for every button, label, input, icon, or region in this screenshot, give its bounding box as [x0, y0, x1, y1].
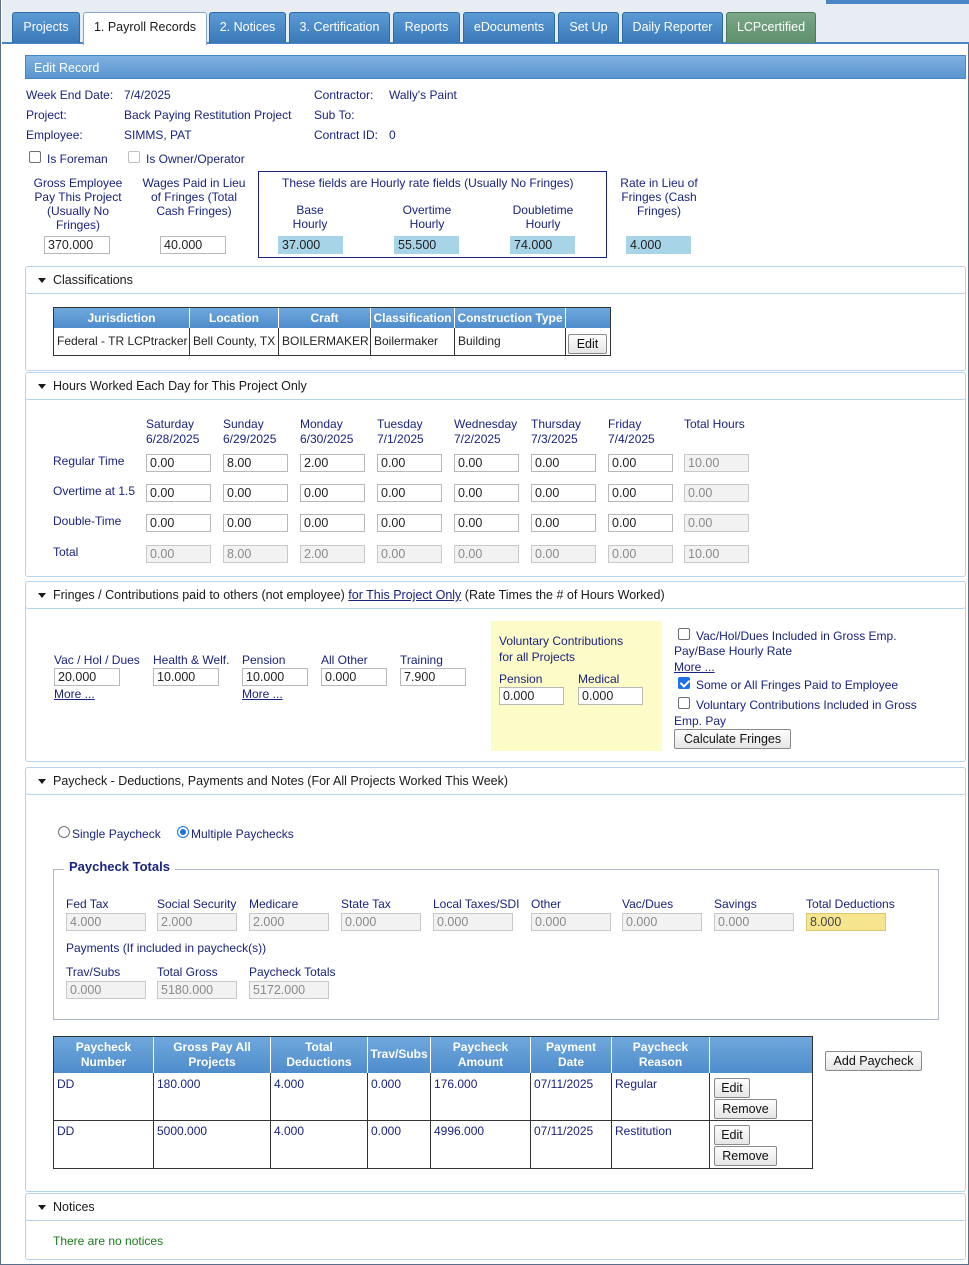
caret-down-icon	[38, 779, 46, 784]
subto-label: Sub To:	[314, 108, 355, 122]
row-total-field: 10.00	[684, 454, 749, 472]
hours-input[interactable]: 0.00	[454, 484, 519, 502]
fringes-title-link: for This Project Only	[348, 588, 462, 602]
hours-input[interactable]: 0.00	[146, 484, 211, 502]
voluntary-title-line: for all Projects	[499, 650, 576, 664]
day-name: Sunday	[223, 417, 264, 431]
payment-label: Trav/Subs	[66, 965, 121, 979]
caret-down-icon	[38, 384, 46, 389]
tab-notices[interactable]: 2. Notices	[209, 12, 286, 43]
wages-lieu-label-line: Wages Paid in Lieu	[142, 176, 246, 190]
all-other-input[interactable]: 0.000	[321, 668, 387, 686]
paycheck-col-header	[154, 1037, 270, 1073]
tab-edocuments[interactable]: eDocuments	[463, 12, 555, 43]
col-divider	[611, 1073, 612, 1169]
hours-input[interactable]: 8.00	[223, 454, 288, 472]
day-date: 6/30/2025	[300, 432, 354, 446]
header-line: Deductions	[286, 1055, 352, 1069]
tab-payroll-records[interactable]: 1. Payroll Records	[83, 12, 207, 45]
classification-construction-type: Building	[458, 334, 501, 348]
deduction-label: Social Security	[157, 897, 237, 911]
vac-hol-dues-label: Vac / Hol / Dues	[54, 653, 140, 667]
col-divider	[153, 1073, 154, 1169]
paycheck-title: Paycheck - Deductions, Payments and Notes (For All Projects Worked This Week)	[53, 774, 509, 788]
is-owner-checkbox[interactable]	[128, 151, 140, 163]
voluntary-included-checkbox[interactable]	[678, 697, 690, 709]
day-date: 7/2/2025	[454, 432, 501, 446]
notices-title: Notices	[53, 1200, 95, 1214]
day-date: 7/4/2025	[608, 432, 655, 446]
rate-lieu-input[interactable]: 4.000	[626, 236, 691, 254]
table-divider	[189, 328, 190, 356]
overtime-hourly-label	[391, 203, 463, 231]
base-hourly-label-line: Base	[296, 203, 324, 217]
health-welf-input[interactable]: 10.000	[153, 668, 219, 686]
hours-row-label: Double-Time	[53, 514, 122, 528]
paycheck-cell: 4.000	[274, 1124, 305, 1138]
paycheck-cell: 0.000	[371, 1124, 402, 1138]
deduction-field: 0.000	[622, 913, 702, 931]
hours-input[interactable]: 0.00	[608, 484, 673, 502]
day-date: 6/29/2025	[223, 432, 277, 446]
hours-input[interactable]: 0.00	[223, 514, 288, 532]
hours-input[interactable]: 0.00	[146, 514, 211, 532]
deduction-label: Fed Tax	[66, 897, 109, 911]
daily-total-field: 0.00	[608, 545, 673, 563]
day-name: Tuesday	[377, 417, 423, 431]
tab-bar-accent	[826, 0, 969, 4]
deduction-label: Total Deductions	[806, 897, 895, 911]
week-end-value: 7/4/2025	[124, 88, 171, 102]
paycheck-col-header	[271, 1037, 367, 1073]
hours-input[interactable]: 0.00	[454, 514, 519, 532]
caret-down-icon	[38, 278, 46, 283]
voluntary-included-label-2: Emp. Pay	[674, 714, 727, 728]
deduction-field: 2.000	[249, 913, 329, 931]
rate-lieu-label-line: Rate in Lieu of	[620, 176, 698, 190]
doubletime-hourly-label-line: Doubletime	[512, 203, 574, 217]
payment-field: 5172.000	[249, 981, 329, 999]
calculate-fringes-button[interactable]: Calculate Fringes	[674, 729, 791, 749]
hours-input[interactable]: 0.00	[454, 454, 519, 472]
hours-row-label: Total	[53, 545, 79, 559]
paycheck-col-header	[431, 1037, 530, 1073]
hours-row-label: Overtime at 1.5	[53, 484, 136, 498]
base-hourly-label	[276, 203, 344, 231]
deduction-label: Vac/Dues	[622, 897, 674, 911]
rate-lieu-label-line: Fringes)	[636, 204, 681, 218]
paycheck-edit-button[interactable]: Edit	[714, 1125, 750, 1145]
overtime-hourly-label-line: Overtime	[402, 203, 452, 217]
deduction-field: 0.000	[714, 913, 794, 931]
hourly-box-title: These fields are Hourly rate fields (Usually No Fringes)	[282, 176, 574, 190]
col-divider	[367, 1073, 368, 1169]
vac-hol-dues-input[interactable]: 20.000	[54, 668, 120, 686]
table-divider	[278, 328, 279, 356]
fringes-title-post: (Rate Times the # of Hours Worked)	[461, 588, 665, 602]
week-end-label: Week End Date:	[26, 88, 114, 102]
notices-header[interactable]	[25, 1193, 966, 1221]
fringes-paid-checkbox[interactable]	[678, 677, 690, 689]
daily-total-field: 0.00	[377, 545, 442, 563]
vac-included-checkbox[interactable]	[678, 628, 690, 640]
pension-label: Pension	[242, 653, 286, 667]
paycheck-header[interactable]	[25, 767, 966, 795]
hours-input[interactable]: 0.00	[608, 454, 673, 472]
deduction-field: 4.000	[66, 913, 146, 931]
overtime-hourly-label-line: Hourly	[409, 217, 445, 231]
classification-jurisdiction: Federal - TR LCPtracker	[57, 334, 188, 348]
multiple-paychecks-label: Multiple Paychecks	[191, 827, 294, 841]
hours-input[interactable]: 0.00	[300, 514, 365, 532]
hours-input[interactable]: 0.00	[531, 454, 596, 472]
hours-input[interactable]: 2.00	[300, 454, 365, 472]
classifications-header[interactable]	[25, 266, 966, 294]
no-notices-text: There are no notices	[53, 1234, 164, 1248]
classification-edit-button[interactable]: Edit	[568, 334, 607, 354]
paycheck-cell: Regular	[615, 1077, 658, 1091]
day-date: 7/1/2025	[377, 432, 424, 446]
hours-input[interactable]: 0.00	[223, 484, 288, 502]
pension-more-link[interactable]: More ...	[242, 687, 283, 701]
deduction-label: Other	[531, 897, 562, 911]
base-hourly-input[interactable]: 37.000	[278, 236, 343, 254]
paycheck-cell: 07/11/2025	[534, 1077, 594, 1091]
fringes-header[interactable]	[25, 581, 966, 609]
day-name: Wednesday	[454, 417, 518, 431]
gross-pay-label	[31, 176, 125, 232]
payment-label: Paycheck Totals	[249, 965, 336, 979]
total-hours-header: Total Hours	[684, 417, 745, 431]
paycheck-cell: DD	[57, 1077, 75, 1091]
classification-col-classification: Classification	[371, 308, 454, 328]
header-line: Total	[305, 1040, 333, 1054]
col-divider	[530, 1073, 531, 1169]
tab-projects[interactable]: Projects	[12, 12, 80, 43]
header-line: Reason	[638, 1055, 683, 1069]
project-label: Project:	[26, 108, 67, 122]
project-value: Back Paying Restitution Project	[124, 108, 292, 122]
daily-total-field: 2.00	[300, 545, 365, 563]
classification-col-location: Location	[190, 308, 278, 328]
day-name: Monday	[300, 417, 343, 431]
single-paycheck-label: Single Paycheck	[72, 827, 161, 841]
deduction-label: Local Taxes/SDI	[433, 897, 520, 911]
is-foreman-label: Is Foreman	[47, 152, 108, 166]
header-line: Gross Pay All	[173, 1040, 251, 1054]
deduction-label: State Tax	[341, 897, 391, 911]
paycheck-remove-button[interactable]: Remove	[714, 1099, 777, 1119]
deduction-field: 0.000	[433, 913, 513, 931]
contractor-label: Contractor:	[314, 88, 374, 102]
employee-label: Employee:	[26, 128, 83, 142]
multiple-paychecks-radio[interactable]	[177, 826, 189, 838]
paycheck-col-header	[368, 1037, 430, 1073]
deduction-field: 2.000	[157, 913, 237, 931]
rate-lieu-label-line: Fringes (Cash	[621, 190, 697, 204]
classification-col-craft: Craft	[279, 308, 370, 328]
day-date: 7/3/2025	[531, 432, 578, 446]
gross-pay-label-line: Fringes)	[55, 218, 100, 232]
health-welf-label: Health & Welf.	[153, 653, 230, 667]
vol-pension-label: Pension	[499, 672, 543, 686]
paycheck-col-header	[531, 1037, 611, 1073]
hours-input[interactable]: 0.00	[377, 514, 442, 532]
day-name: Saturday	[146, 417, 195, 431]
hours-input[interactable]: 0.00	[531, 484, 596, 502]
hours-header[interactable]	[25, 372, 966, 400]
classifications-title: Classifications	[53, 273, 133, 287]
col-divider	[709, 1073, 710, 1169]
payment-field: 0.000	[66, 981, 146, 999]
hours-input[interactable]: 0.00	[146, 454, 211, 472]
single-paycheck-radio[interactable]	[58, 826, 70, 838]
paycheck-cell: 0.000	[371, 1077, 402, 1091]
day-name: Thursday	[531, 417, 582, 431]
hours-title: Hours Worked Each Day for This Project Only	[53, 379, 307, 393]
daily-total-field: 0.00	[146, 545, 211, 563]
voluntary-included-label-1: Voluntary Contributions Included in Gross	[696, 698, 917, 712]
gross-pay-input[interactable]: 370.000	[44, 236, 110, 254]
table-divider	[370, 328, 371, 356]
vac-included-label-2: Pay/Base Hourly Rate	[674, 644, 793, 658]
paycheck-col-header	[612, 1037, 709, 1073]
contract-id-value: 0	[389, 128, 396, 142]
wages-lieu-label	[139, 176, 249, 218]
add-paycheck-button[interactable]: Add Paycheck	[825, 1051, 922, 1071]
classification-col-actions	[566, 308, 610, 328]
deduction-label: Medicare	[249, 897, 299, 911]
row-total-field: 0.00	[684, 484, 749, 502]
hours-input[interactable]: 0.00	[531, 514, 596, 532]
row-divider	[54, 1120, 812, 1121]
header-line: Paycheck	[452, 1040, 509, 1054]
payment-field: 5180.000	[157, 981, 237, 999]
header-line: Date	[557, 1055, 584, 1069]
gross-pay-label-line: Pay This Project	[34, 190, 122, 204]
vac-more-link[interactable]: More ...	[54, 687, 95, 701]
paycheck-cell: 07/11/2025	[534, 1124, 594, 1138]
chk-more-link[interactable]: More ...	[674, 660, 715, 674]
overtime-hourly-input[interactable]: 55.500	[394, 236, 459, 254]
paycheck-cell: 176.000	[434, 1077, 478, 1091]
deduction-field: 0.000	[531, 913, 611, 931]
rate-lieu-label	[613, 176, 705, 218]
classification-location: Bell County, TX	[193, 334, 276, 348]
payments-label: Payments (If included in paycheck(s))	[66, 941, 267, 955]
paycheck-cell: 4.000	[274, 1077, 305, 1091]
classification-craft: BOILERMAKER	[282, 334, 369, 348]
tab-daily-reporter[interactable]: Daily Reporter	[622, 12, 723, 43]
paycheck-totals-legend: Paycheck Totals	[64, 859, 175, 874]
header-line: Trav/Subs	[370, 1047, 428, 1061]
total-deductions-field: 8.000	[806, 913, 886, 931]
edit-record-header: Edit Record	[25, 55, 966, 79]
is-owner-label: Is Owner/Operator	[146, 152, 245, 166]
paycheck-remove-button[interactable]: Remove	[714, 1146, 777, 1166]
tab-certification[interactable]: 3. Certification	[289, 12, 390, 43]
hours-input[interactable]: 0.00	[300, 484, 365, 502]
col-divider	[430, 1073, 431, 1169]
contract-id-label: Contract ID:	[314, 128, 379, 142]
caret-down-icon	[38, 1205, 46, 1210]
payment-label: Total Gross	[157, 965, 218, 979]
wages-lieu-label-line: Cash Fringes)	[156, 204, 232, 218]
classification-col-construction-type: Construction Type	[455, 308, 565, 328]
header-line: Number	[80, 1055, 127, 1069]
tab-reports[interactable]: Reports	[393, 12, 460, 43]
day-name: Friday	[608, 417, 642, 431]
gross-pay-label-line: (Usually No	[46, 204, 109, 218]
doubletime-hourly-label-line: Hourly	[525, 217, 561, 231]
table-divider	[565, 328, 566, 356]
classification-classification: Boilermaker	[374, 334, 439, 348]
paycheck-edit-button[interactable]: Edit	[714, 1078, 750, 1098]
voluntary-title-line: Voluntary Contributions	[499, 634, 624, 648]
paycheck-cell: 5000.000	[157, 1124, 208, 1138]
fringes-title-pre: Fringes / Contributions paid to others (not employee)	[53, 588, 349, 602]
tab-lcpcertified[interactable]: LCPcertified	[726, 12, 816, 43]
hours-row-label: Regular Time	[53, 454, 125, 468]
row-total-field: 10.00	[684, 545, 749, 563]
all-other-label: All Other	[321, 653, 368, 667]
contractor-value: Wally's Paint	[389, 88, 457, 102]
hours-input[interactable]: 0.00	[377, 454, 442, 472]
training-label: Training	[400, 653, 443, 667]
col-divider	[270, 1073, 271, 1169]
wages-lieu-input[interactable]: 40.000	[160, 236, 226, 254]
pension-input[interactable]: 10.000	[242, 668, 308, 686]
paycheck-col-header	[710, 1037, 812, 1073]
daily-total-field: 8.00	[223, 545, 288, 563]
table-divider	[454, 328, 455, 356]
deduction-field: 0.000	[341, 913, 421, 931]
header-line: Projects	[188, 1055, 236, 1069]
employee-value: SIMMS, PAT	[124, 128, 192, 142]
doubletime-hourly-label	[503, 203, 583, 231]
header-line: Paycheck	[632, 1040, 689, 1054]
doubletime-hourly-input[interactable]: 74.000	[510, 236, 575, 254]
header-line: Amount	[457, 1055, 504, 1069]
training-input[interactable]: 7.900	[400, 668, 466, 686]
vol-medical-input[interactable]: 0.000	[578, 687, 643, 705]
voluntary-title	[499, 633, 623, 665]
hours-input[interactable]: 0.00	[608, 514, 673, 532]
is-foreman-checkbox[interactable]	[29, 151, 41, 163]
vol-pension-input[interactable]: 0.000	[499, 687, 564, 705]
day-date: 6/28/2025	[146, 432, 200, 446]
tab-setup[interactable]: Set Up	[558, 12, 619, 43]
paycheck-col-header	[54, 1037, 153, 1073]
hours-input[interactable]: 0.00	[377, 484, 442, 502]
header-line: Paycheck	[75, 1040, 132, 1054]
gross-pay-label-line: Gross Employee	[33, 176, 123, 190]
fringes-paid-label: Some or All Fringes Paid to Employee	[696, 678, 899, 692]
vol-medical-label: Medical	[578, 672, 620, 686]
paycheck-cell: 180.000	[157, 1077, 201, 1091]
row-total-field: 0.00	[684, 514, 749, 532]
wages-lieu-label-line: of Fringes (Total	[150, 190, 238, 204]
paycheck-cell: 4996.000	[434, 1124, 485, 1138]
paycheck-cell: DD	[57, 1124, 75, 1138]
caret-down-icon	[38, 593, 46, 598]
daily-total-field: 0.00	[454, 545, 519, 563]
classification-col-jurisdiction: Jurisdiction	[54, 308, 189, 328]
daily-total-field: 0.00	[531, 545, 596, 563]
vac-included-label-1: Vac/Hol/Dues Included in Gross Emp.	[696, 629, 897, 643]
paycheck-cell: Restitution	[615, 1124, 672, 1138]
base-hourly-label-line: Hourly	[292, 217, 328, 231]
deduction-label: Savings	[714, 897, 757, 911]
header-line: Payment	[545, 1040, 597, 1054]
